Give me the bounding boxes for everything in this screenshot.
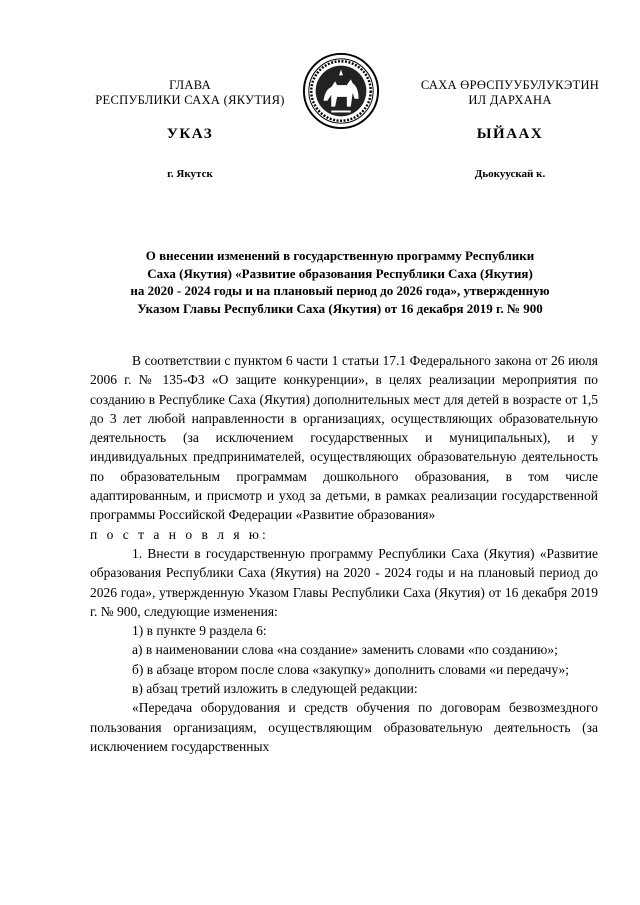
subitem-c: в) абзац третий изложить в следующей редакции: [132, 681, 418, 697]
issuer-sakha [390, 78, 630, 108]
doc-type-sakha: ЫЙААХ [476, 126, 544, 142]
title-line3: на 2020 - 2024 годы и на плановый период до 2026 года», утвержденную [130, 283, 550, 298]
quoted-paragraph: «Передача оборудования и средств обучения по договорам безвозмездного пользования организациям, осуществляющим образовательную деятельность (за исключением государственных [90, 700, 598, 754]
issuer-ru-line1: ГЛАВА [169, 78, 211, 92]
item-1-paragraph: 1. Внести в государственную программу Республики Саха (Якутия) «Развитие образования Республики Саха (Якутия) на 2020 - 2024 годы и на плановый период до 2026 года», утвержденную Указом Главы Республики Саха (Якутия) от 16 декабря 2019 г. № 900, следующие изменения: [90, 545, 598, 619]
issuer-sakha-line2: ИЛ ДАРХАНА [468, 93, 552, 107]
issuer-ru [70, 78, 310, 108]
subitem-a: а) в наименовании слова «на создание» заменить словами «по созданию»; [132, 642, 558, 658]
decree-title [90, 247, 590, 317]
subitem-b: б) в абзаце втором после слова «закупку» дополнить словами «и передачу»; [132, 661, 570, 677]
title-line4: Указом Главы Республики Саха (Якутия) от 16 декабря 2019 г. № 900 [137, 300, 543, 316]
preamble-paragraph: В соответствии с пунктом 6 части 1 статьи 17.1 Федерального закона от 26 июля 2006 г. № 135-ФЗ «О защите конкуренции», в целях реализации мероприятия по созданию в Республике Саха (Якутия) дополнительных мест для детей в возрасте от 1,5 до 3 лет любой направленности в организациях, осуществляющих образовательную деятельность (за исключением государственных и муниципальных), и у индивидуальных предпринимателей, осуществляющих образовательную деятельность по образовательным программам дошкольного образования, в том числе адаптированным, и присмотр и уход за детьми, в рамках реализации государственной программы Российской Федерации «Развитие образования» [90, 353, 598, 523]
issuer-ru-line2: РЕСПУБЛИКИ САХА (ЯКУТИЯ) [95, 93, 285, 107]
title-line2: Саха (Якутия) «Развитие образования Республики Саха (Якутия) [147, 265, 533, 281]
decree-word: п о с т а н о в л я ю: [90, 526, 269, 542]
city-ru: г. Якутск [167, 168, 213, 180]
coat-of-arms-emblem [302, 52, 380, 130]
city-sakha: Дьокуускай к. [474, 168, 546, 180]
title-line1: О внесении изменений в государственную программу Республики [145, 248, 535, 263]
issuer-sakha-line1: САХА ӨРӨСПУУБУЛУКЭТИН [420, 78, 600, 92]
subitem-1: 1) в пункте 9 раздела 6: [132, 623, 267, 639]
doc-type-ru: УКАЗ [166, 126, 214, 142]
decree-body [90, 351, 598, 756]
